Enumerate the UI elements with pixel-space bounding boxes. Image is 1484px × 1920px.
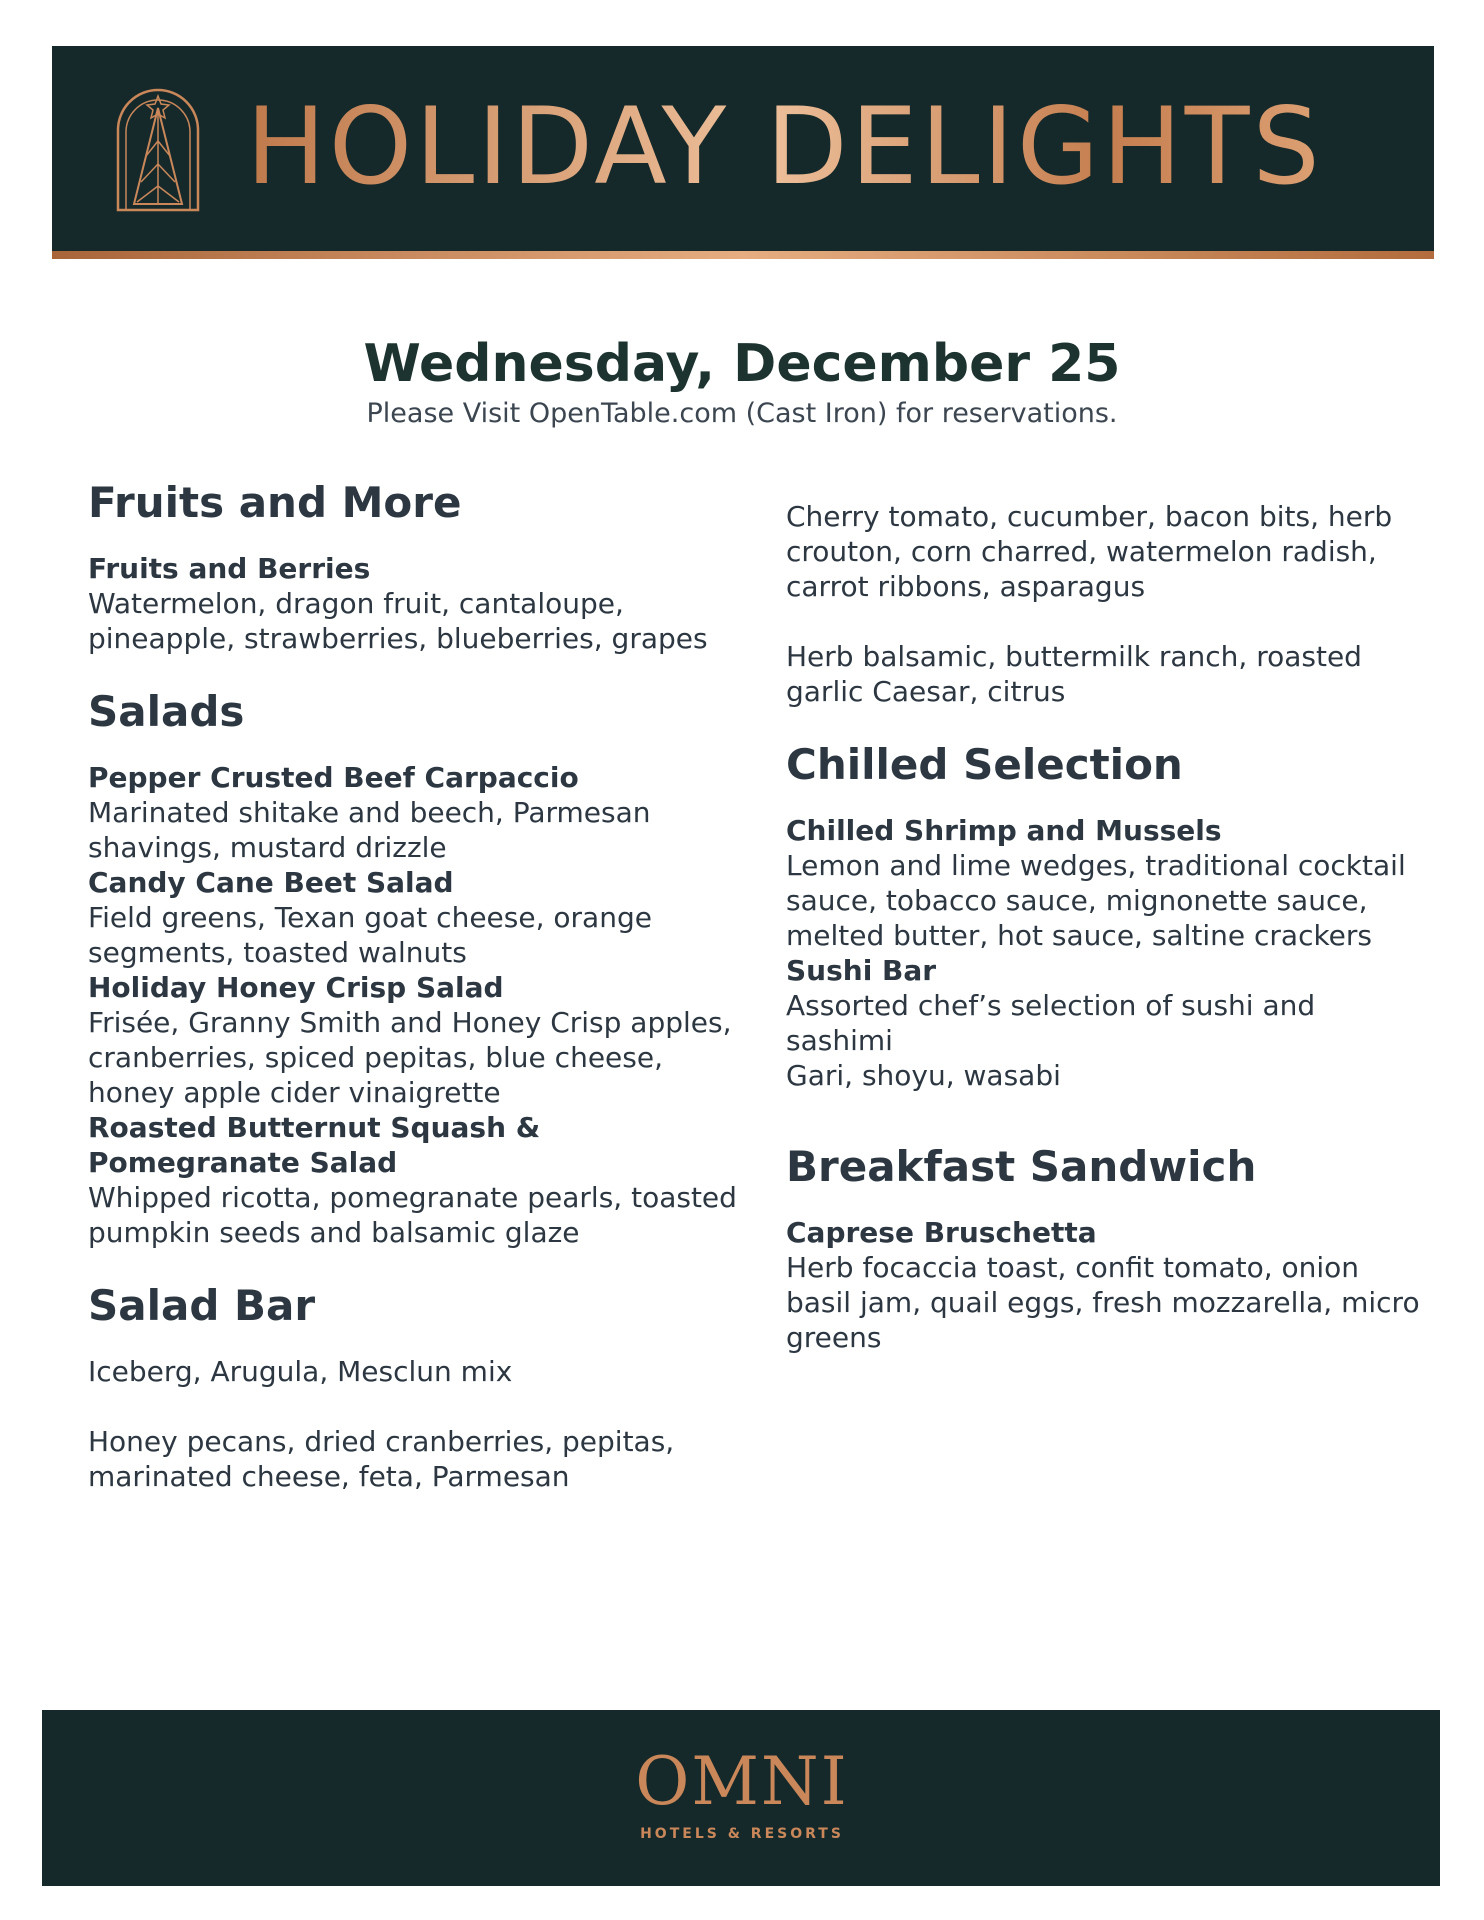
menu-item-desc: Frisée, Granny Smith and Honey Crisp apples, cranberries, spiced pepitas, blue cheese, honey apple cider vinaigrette <box>88 1006 732 1109</box>
menu-item-desc: Watermelon, dragon fruit, cantaloupe, pineapple, strawberries, blueberries, grapes <box>88 587 708 655</box>
menu-item-name: Roasted Butternut Squash & Pomegranate Salad <box>88 1111 541 1179</box>
brand-logo: OMNI <box>635 1743 849 1820</box>
menu-column-left <box>88 475 748 1494</box>
menu-item-name: Caprese Bruschetta <box>786 1216 1097 1249</box>
section-title-fruits: Fruits and More <box>88 478 462 527</box>
salad-bar-line: Herb balsamic, buttermilk ranch, roasted garlic Caesar, citrus <box>786 640 1362 708</box>
menu-item-desc: Gari, shoyu, wasabi <box>786 1059 1061 1092</box>
menu-item-desc: Assorted chef’s selection of sushi and sashimi <box>786 989 1316 1057</box>
reservation-note: Please Visit OpenTable.com (Cast Iron) for reservations. <box>366 398 1118 429</box>
salad-bar-line: Honey pecans, dried cranberries, pepitas, marinated cheese, feta, Parmesan <box>88 1425 675 1493</box>
menu-item-desc: Whipped ricotta, pomegranate pearls, toasted pumpkin seeds and balsamic glaze <box>88 1181 737 1249</box>
section-title-chilled: Chilled Selection <box>786 740 1183 789</box>
menu-item-desc: Marinated shitake and beech, Parmesan shavings, mustard drizzle <box>88 796 651 864</box>
menu-column-right <box>786 475 1426 1355</box>
section-title-breakfast: Breakfast Sandwich <box>786 1142 1257 1191</box>
menu-item-name: Fruits and Berries <box>88 552 371 585</box>
menu-item-name: Pepper Crusted Beef Carpaccio <box>88 761 579 794</box>
section-title-salad-bar: Salad Bar <box>88 1281 316 1330</box>
menu-item-name: Candy Cane Beet Salad <box>88 866 454 899</box>
brand-subtitle: HOTELS & RESORTS <box>640 1826 844 1842</box>
menu-item-desc: Herb focaccia toast, confit tomato, onion basil jam, quail eggs, fresh mozzarella, micro greens <box>786 1251 1420 1354</box>
date-heading: Wednesday, December 25 <box>363 334 1121 394</box>
header-rule <box>52 251 1434 259</box>
tree-arch-icon <box>110 86 206 212</box>
menu-item-desc: Field greens, Texan goat cheese, orange segments, toasted walnuts <box>88 901 652 969</box>
menu-item-name: Chilled Shrimp and Mussels <box>786 814 1222 847</box>
menu-item-name: Holiday Honey Crisp Salad <box>88 971 504 1004</box>
banner-title: HOLIDAY DELIGHTS <box>246 82 1396 212</box>
menu-item-name: Sushi Bar <box>786 954 937 987</box>
salad-bar-line: Cherry tomato, cucumber, bacon bits, herb crouton, corn charred, watermelon radish, carrot ribbons, asparagus <box>786 500 1393 603</box>
menu-item-desc: Lemon and lime wedges, traditional cocktail sauce, tobacco sauce, mignonette sauce, melted butter, hot sauce, saltine crackers <box>786 849 1406 952</box>
section-title-salads: Salads <box>88 687 245 736</box>
salad-bar-line: Iceberg, Arugula, Mesclun mix <box>88 1355 513 1388</box>
